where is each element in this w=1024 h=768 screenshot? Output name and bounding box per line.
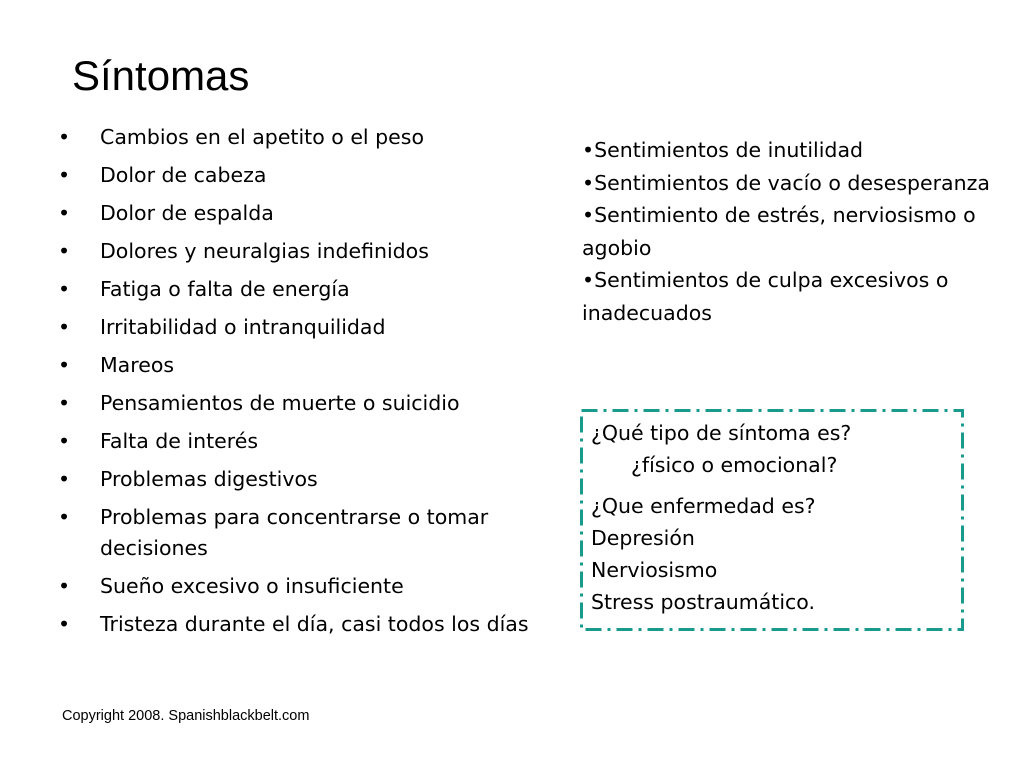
list-item-text: Mareos	[100, 353, 175, 377]
list-item: •Sentimiento de estrés, nerviosismo o agobio	[582, 203, 976, 260]
bullet-icon: •	[58, 239, 71, 263]
bullet-icon: •	[58, 125, 71, 149]
emotional-symptoms-list	[582, 134, 1002, 329]
list-item: •Sentimientos de inutilidad	[582, 138, 864, 162]
list-item-text: Pensamientos de muerte o suicidio	[100, 391, 460, 415]
bullet-icon: •	[58, 574, 71, 598]
list-item	[58, 274, 548, 305]
list-item-text: Dolor de cabeza	[100, 163, 267, 187]
slide-title: Síntomas	[72, 52, 250, 99]
list-item	[58, 426, 548, 457]
answer-item: Depresión	[591, 526, 695, 550]
list-item	[58, 160, 548, 191]
bullet-icon: •	[58, 505, 71, 529]
list-item-text: Cambios en el apetito o el peso	[100, 125, 424, 149]
list-item-text: Problemas para concentrarse o tomar decisiones	[100, 505, 489, 560]
bullet-icon: •	[58, 315, 71, 339]
bullet-icon: •	[58, 391, 71, 415]
bullet-icon: •	[58, 429, 71, 453]
physical-symptoms-list	[58, 122, 548, 647]
list-item-text: Falta de interés	[100, 429, 259, 453]
bullet-icon: •	[58, 277, 71, 301]
list-item	[58, 388, 548, 419]
list-item	[58, 609, 548, 640]
bullet-icon: •	[58, 353, 71, 377]
list-item-text: Tristeza durante el día, casi todos los días	[100, 612, 529, 636]
bullet-icon: •	[58, 467, 71, 491]
question-box-text	[591, 417, 851, 618]
question-disease: ¿Que enfermedad es?	[591, 494, 816, 518]
list-item	[58, 571, 548, 602]
copyright-notice: Copyright 2008. Spanishblackbelt.com	[62, 708, 310, 724]
bullet-icon: •	[58, 163, 71, 187]
list-item	[58, 350, 548, 381]
list-item	[58, 312, 548, 343]
list-item	[58, 464, 548, 495]
list-item: •Sentimientos de culpa excesivos o inadecuados	[582, 268, 949, 325]
list-item	[58, 236, 548, 267]
bullet-icon: •	[58, 201, 71, 225]
list-item-text: Dolores y neuralgias indefinidos	[100, 239, 429, 263]
list-item-text: Dolor de espalda	[100, 201, 274, 225]
list-item-text: Irritabilidad o intranquilidad	[100, 315, 386, 339]
list-item: •Sentimientos de vacío o desesperanza	[582, 170, 990, 195]
list-item-text: Problemas digestivos	[100, 467, 318, 491]
list-item	[58, 198, 548, 229]
question-symptom-type: ¿Qué tipo de síntoma es?	[591, 421, 852, 445]
answer-item: Nerviosismo	[591, 558, 718, 582]
list-item	[58, 502, 548, 564]
list-item-text: Fatiga o falta de energía	[100, 277, 350, 301]
bullet-icon: •	[58, 612, 71, 636]
list-item	[58, 122, 548, 153]
question-symptom-options: ¿físico o emocional?	[631, 453, 838, 477]
question-box	[580, 409, 964, 631]
list-item-text: Sueño excesivo o insuficiente	[100, 574, 404, 598]
answer-item: Stress postraumático.	[591, 590, 816, 614]
